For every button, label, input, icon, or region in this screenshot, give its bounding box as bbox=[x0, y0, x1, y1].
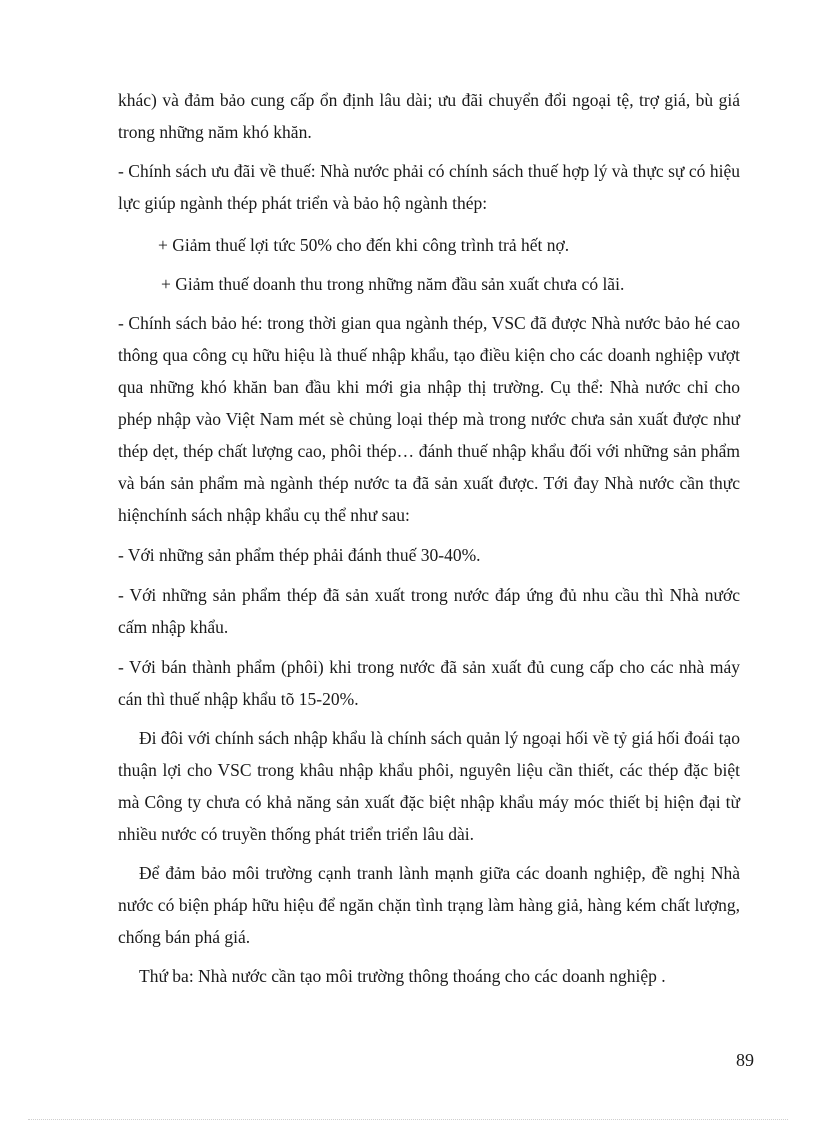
page-bottom-divider bbox=[28, 1119, 788, 1120]
paragraph-fair-competition: Để đảm bảo môi trường cạnh tranh lành mạnh giữa các doanh nghiệp, đề nghị Nhà nước có biện pháp hữu hiệu để ngăn chặn tình trạng làm hàng giả, hàng kém chất lượng, chống bán phá giá. bbox=[118, 863, 740, 947]
bullet-revenue-tax-reduction: + Giảm thuế doanh thu trong những năm đầu sản xuất chưa có lãi. bbox=[161, 274, 625, 294]
paragraph-tax-30-40: - Với những sản phẩm thép phải đánh thuế 30-40%. bbox=[118, 545, 481, 565]
page-number: 89 bbox=[736, 1050, 754, 1070]
paragraph-third-point: Thứ ba: Nhà nước cần tạo môi trường thông thoáng cho các doanh nghiệp . bbox=[139, 966, 666, 986]
page-body bbox=[118, 84, 740, 992]
paragraph-protection-policy: - Chính sách bảo hé: trong thời gian qua ngành thép, VSC đã được Nhà nước bảo hé cao thông qua công cụ hữu hiệu là thuế nhập khẩu, tạo điều kiện cho các doanh nghiệp vượt qua những khó khăn ban đầu khi mới gia nhập thị trường. Cụ thể: Nhà nước chỉ cho phép nhập vào Việt Nam mét sè chủng loại thép mà trong nước chưa sản xuất được như thép dẹt, thép chất lượng cao, phôi thép… đánh thuế nhập khẩu đối với những sản phẩm và bán sản phẩm mà ngành thép nước ta đã sản xuất được. Tới đay Nhà nước cần thực hiệnchính sách nhập khẩu cụ thể như sau: bbox=[118, 313, 740, 525]
paragraph-tax-incentive-policy: - Chính sách ưu đãi về thuế: Nhà nước phải có chính sách thuế hợp lý và thực sự có hiệu lực giúp ngành thép phát triển và bảo hộ ngành thép: bbox=[118, 161, 740, 213]
paragraph-subsidy-continuation: khác) và đảm bảo cung cấp ổn định lâu dài; ưu đãi chuyển đổi ngoại tệ, trợ giá, bù giá trong những năm khó khăn. bbox=[118, 90, 740, 142]
bullet-profit-tax-reduction: + Giảm thuế lợi tức 50% cho đến khi công trình trả hết nợ. bbox=[158, 235, 570, 255]
paragraph-import-ban: - Với những sản phẩm thép đã sản xuất trong nước đáp ứng đủ nhu cầu thì Nhà nước cấm nhập khẩu. bbox=[118, 585, 740, 637]
paragraph-forex-policy: Đi đôi với chính sách nhập khẩu là chính sách quản lý ngoại hối về tỷ giá hối đoái tạo thuận lợi cho VSC trong khâu nhập khẩu phôi, nguyên liệu cần thiết, các thép đặc biệt mà Công ty chưa có khả năng sản xuất đặc biệt nhập khẩu máy móc thiết bị hiện đại từ nhiều nước có truyền thống phát triển triển lâu dài. bbox=[118, 728, 740, 844]
paragraph-semi-finished-tax: - Với bán thành phẩm (phôi) khi trong nước đã sản xuất đủ cung cấp cho các nhà máy cán thì thuế nhập khẩu tõ 15-20%. bbox=[118, 657, 740, 709]
